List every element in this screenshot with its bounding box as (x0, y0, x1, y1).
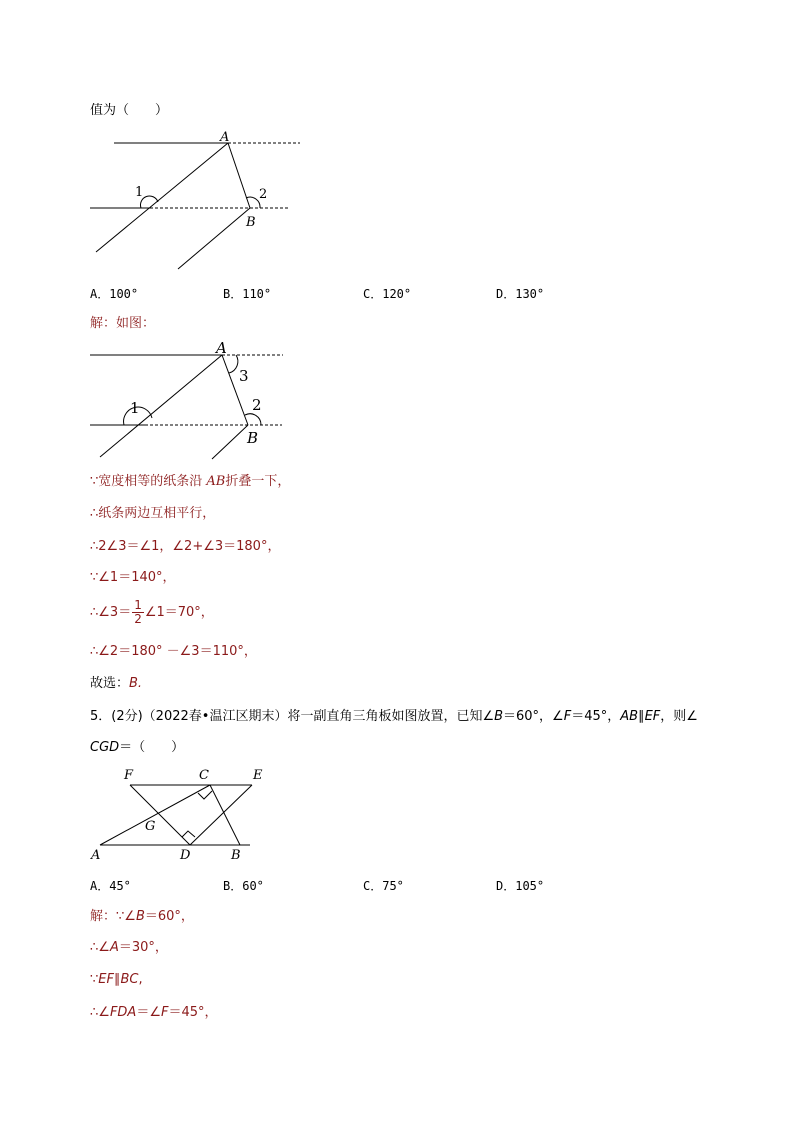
q4-sol-answer: B. (129, 676, 143, 691)
q5-sol-line-4 (90, 1004, 218, 1022)
q5-option-d: D．105° (496, 879, 545, 893)
q4-sol-label-2: 2 (252, 396, 262, 414)
q4-sol-fraction-den: 2 (134, 612, 142, 626)
q5-fig-label-a: A (91, 848, 101, 863)
q4-option-b: B．110° (223, 287, 272, 301)
q5-stem-ab: AB (620, 709, 639, 724)
q5-fig-label-g: G (145, 819, 156, 834)
q5-sol-line-4-post: ＝45°， (168, 1005, 218, 1020)
q5-sol-line-3-post: , (138, 972, 143, 987)
q4-fig-label-1: 1 (135, 185, 144, 200)
q4-sol-line-1-ab: AB (206, 474, 226, 489)
q5-fig-label-e: E (253, 768, 263, 783)
q4-sol-line-4: ∵∠1＝140°， (90, 570, 176, 585)
q5-sol-line-1-pre: 解：∵∠ (90, 909, 136, 924)
q4-sol-line-1-post: 折叠一下， (225, 474, 291, 489)
q5-sol-line-2-a: A (109, 940, 119, 955)
q4-sol-line-3: ∴2∠3＝∠1，∠2+∠3＝180°， (90, 539, 281, 554)
q4-sol-line-2: ∴纸条两边互相平行， (90, 506, 216, 521)
q4-sol-line-5-post: ∠1＝70°， (144, 605, 214, 620)
q4-option-d: D．130° (496, 287, 545, 301)
q4-option-c: C．120° (363, 287, 412, 301)
q5-stem-ef: EF (644, 709, 661, 724)
q5-stem-par: ∥ (638, 709, 645, 724)
q4-sol-label-b: B (247, 429, 259, 447)
q5-sol-line-3-par: ∥ (113, 972, 121, 987)
q5-sol-line-1 (90, 908, 194, 926)
q5-sol-line-4-fda: FDA (109, 1005, 137, 1020)
q4-sol-label-1: 1 (130, 399, 140, 417)
q5-stem-pre: 5．(2分)（2022春•温江区期末）将一副直角三角板如图放置，已知∠ (90, 709, 495, 724)
q4-sol-line-6: ∴∠2＝180° －∠3＝110°， (90, 644, 257, 659)
q5-sol-line-1-b: B (135, 909, 145, 924)
q5-option-a: A．45° (90, 879, 131, 893)
q5-sol-line-1-post: ＝60°， (144, 909, 194, 924)
q4-sol-label-3: 3 (239, 367, 249, 385)
q5-stem-b: B (494, 709, 504, 724)
q5-stem-line-2-post: ＝（ ） (119, 740, 185, 755)
q4-sol-line-7-pre: 故选： (90, 676, 130, 691)
q5-sol-line-3 (90, 971, 143, 989)
q5-fig-label-c: C (199, 768, 209, 783)
q5-sol-line-3-ef: EF (98, 972, 114, 987)
q5-sol-line-4-f: F (160, 1005, 169, 1020)
q5-fig-label-f: F (124, 768, 134, 783)
q5-sol-line-4-mid: ＝∠ (136, 1005, 161, 1020)
q5-sol-line-3-bc: BC (120, 972, 139, 987)
q4-solution-intro: 解：如图： (90, 316, 156, 331)
q5-sol-line-2 (90, 939, 168, 957)
q5-option-c: C．75° (363, 879, 404, 893)
q4-sol-line-5-pre: ∴∠3＝ (90, 605, 132, 620)
q4-fig-label-a: A (220, 130, 230, 145)
q4-stem-tail: 值为（ ） (90, 103, 169, 118)
q5-sol-line-4-pre: ∴∠ (90, 1005, 110, 1020)
q4-fig-label-b: B (246, 215, 256, 230)
q5-stem-cgd: CGD (90, 740, 120, 755)
q5-sol-line-3-pre: ∵ (90, 972, 99, 987)
q5-sol-line-2-post: ＝30°， (118, 940, 168, 955)
q5-fig-label-b: B (231, 848, 241, 863)
q5-stem-mid1: ＝60°，∠ (503, 709, 564, 724)
q4-sol-fraction-num: 1 (134, 598, 142, 612)
q4-option-a: A．100° (90, 287, 139, 301)
q5-fig-label-d: D (180, 848, 191, 863)
q4-fig-label-2: 2 (259, 187, 268, 202)
q5-stem-end: ，则∠ (660, 709, 698, 724)
q5-sol-line-2-pre: ∴∠ (90, 940, 110, 955)
q5-stem-f: F (563, 709, 572, 724)
q4-sol-line-1-pre: ∵宽度相等的纸条沿 (90, 474, 207, 489)
q5-stem-mid2: ＝45°， (571, 709, 621, 724)
q4-sol-label-a: A (216, 339, 227, 357)
q5-option-b: B．60° (223, 879, 264, 893)
